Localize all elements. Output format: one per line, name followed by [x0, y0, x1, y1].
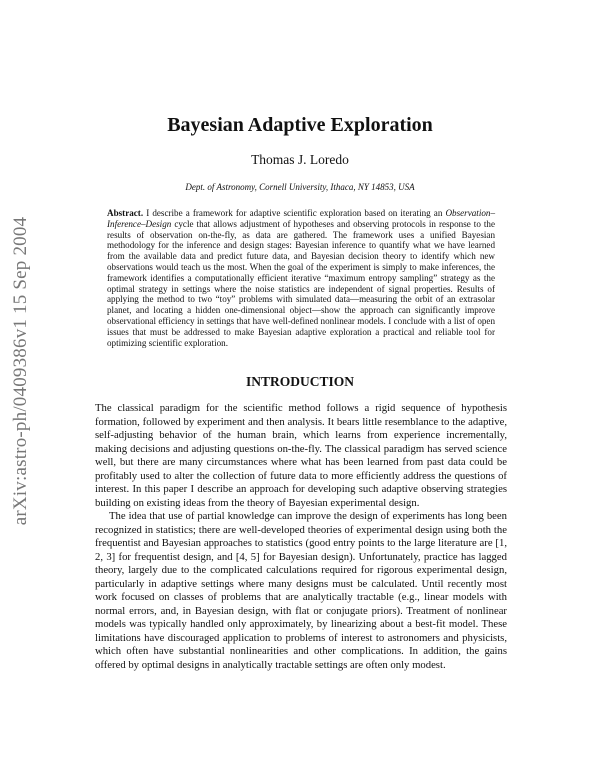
abstract-text-rest: cycle that allows adjustment of hypotheses and observing protocols in response to the results of observation on-the-fly, as data are gathered. The framework uses a unified Bayesian methodology for the inference and design stages: Bayesian inference to quantify what we have learned from the available data and predict future data, and Bayesian decision theory to identify which new observations would teach us the most. When the goal of the experiment is simply to make inferences, the framework identifies a computationally efficient iterative “maximum entropy sampling” strategy as the optimal strategy in settings where the noise statistics are independent of signal properties. Results of applying the method to two “toy” problems with simulated data—measuring the orbit of an extrasolar planet, and locating a hidden one-dimensional object—show the approach can significantly improve observational efficiency in settings that have well-defined nonlinear models. I conclude with a list of open issues that must be addressed to make Bayesian adaptive exploration a practical and reliable tool for optimizing scientific exploration. — [107, 218, 495, 348]
abstract — [107, 208, 495, 348]
abstract-text-start: I describe a framework for adaptive scientific exploration based on iterating an — [143, 208, 446, 218]
introduction-paragraph-1: The classical paradigm for the scientific method follows a rigid sequence of hypothesis formation, followed by experiment and then analysis. It bears little resemblance to the adaptive, self-adjusting behavior of the human brain, which learns from experience incrementally, making decisions and adjusting questions on-the-fly. The classical paradigm has served science well, but there are many circumstances where what has been learned from past data could be profitably used to alter the collection of future data to more efficiently address the questions of interest. In this paper I describe an approach for developing such adaptive observing strategies building on existing ideas from the theory of Bayesian experimental design. — [95, 402, 507, 509]
arxiv-sidebar — [3, 186, 39, 556]
arxiv-identifier: arXiv:astro-ph/0409386v1 15 Sep 2004 — [10, 216, 31, 526]
section-heading-introduction: INTRODUCTION — [245, 374, 354, 389]
paper-title: Bayesian Adaptive Exploration — [167, 114, 433, 136]
author-affiliation: Dept. of Astronomy, Cornell University, Ithaca, NY 14853, USA — [185, 182, 415, 192]
paper-author: Thomas J. Loredo — [251, 152, 349, 167]
introduction-body — [95, 402, 507, 672]
abstract-label: Abstract. — [107, 208, 144, 218]
abstract-cycle-term: Observation–Inference–Design — [107, 208, 495, 229]
introduction-paragraph-2: The idea that use of partial knowledge can improve the design of experiments has long been recognized in statistics; there are well-developed theories of experimental design using both the frequentist and Bayesian approaches to statistics (good entry points to the large literature are [1, 2, 3] for frequentist design, and [4, 5] for Bayesian design). Unfortunately, practice has lagged theory, largely due to the complicated calculations required for rigorous experimental design, particularly in adaptive settings where many designs must be calculated. Until recently most work focused on classes of problems that are analytically tractable (e.g., linear models with normal errors, and, in Bayesian design, with flat or conjugate priors). Treatment of nonlinear models was typically handled only approximately, by linearizing about a best-fit model. These limitations have discouraged application to problems of interest to astronomers and physicists, which often have substantial nonlinearities and other complications. In addition, the gains offered by optimal designs in analytically tractable settings are often only modest. — [95, 510, 507, 671]
